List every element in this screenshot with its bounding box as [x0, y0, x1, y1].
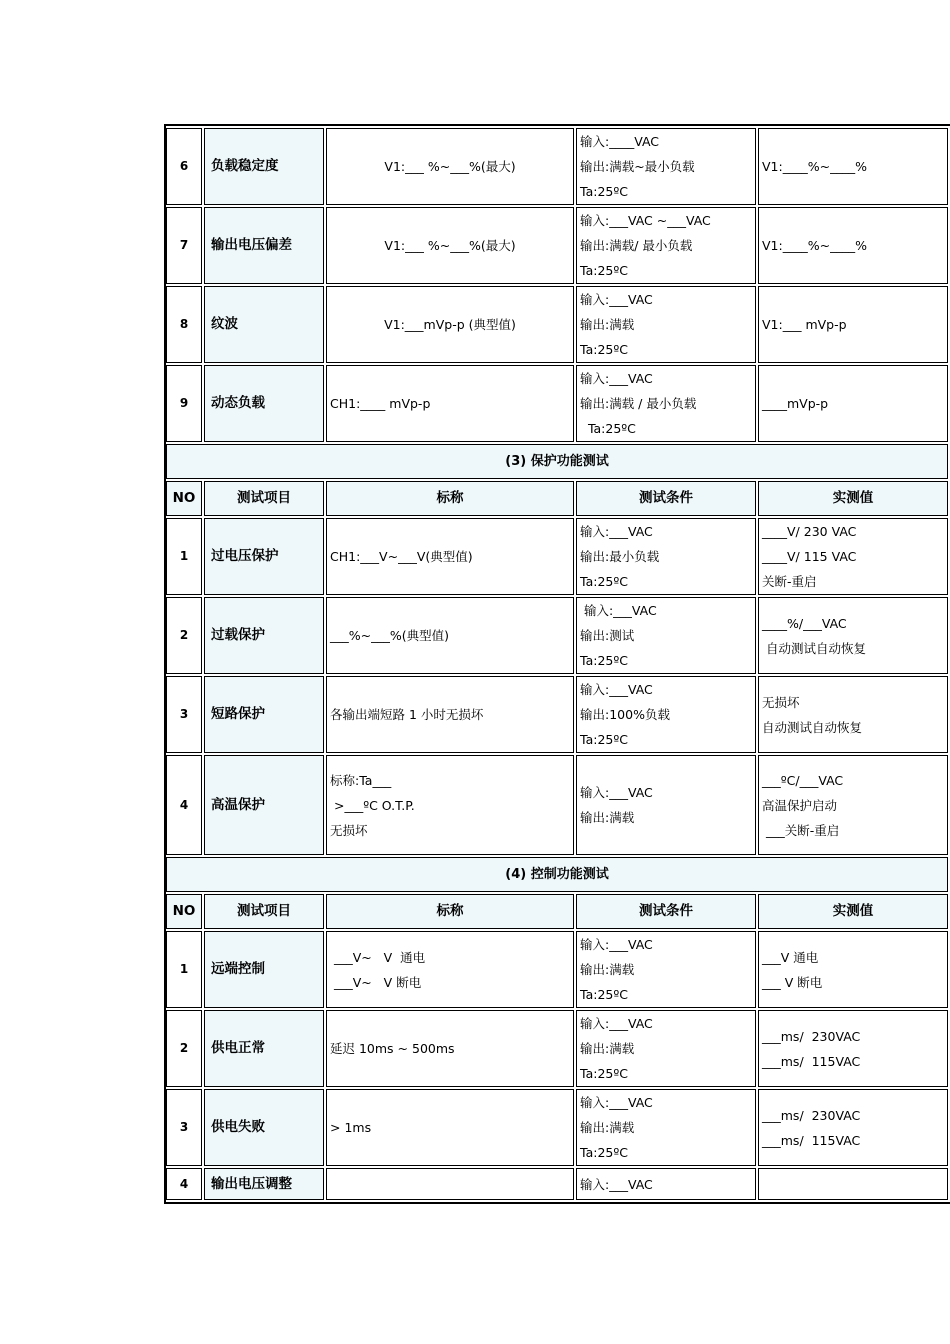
test-conditions — [576, 1089, 756, 1166]
cell-line: 输入:___VAC — [580, 682, 653, 697]
test-conditions — [576, 365, 756, 442]
spec-table — [164, 126, 950, 1202]
cell-line: ___ms/ 115VAC — [762, 1053, 861, 1069]
cell-line: ___%~___%(典型值) — [330, 628, 449, 643]
row-number: 2 — [166, 1010, 202, 1087]
row-number: 1 — [166, 518, 202, 595]
nominal-value — [326, 518, 574, 595]
section-row — [166, 857, 948, 892]
cell-line: V1:___ %~___%(最大) — [384, 238, 516, 253]
table-row — [166, 1010, 948, 1087]
section-title: (3) 保护功能测试 — [166, 444, 948, 479]
cell-line: Ta:25ºC — [580, 1066, 628, 1081]
cell-line: 输入:___VAC — [580, 785, 653, 800]
cell-line: 自动测试自动恢复 — [762, 640, 866, 656]
cell-line: 输出:满载 — [580, 810, 635, 825]
cell-line: 输出:满载 — [580, 962, 635, 977]
measured-value — [758, 207, 948, 284]
test-item: 输出电压偏差 — [204, 207, 324, 284]
cell-line: 输出:测试 — [580, 628, 635, 643]
measured-value — [758, 755, 948, 855]
column-header-nominal: 标称 — [326, 894, 574, 929]
column-header-no: NO — [166, 481, 202, 516]
cell-line: Ta:25ºC — [580, 263, 628, 278]
cell-line: V1:___ %~___%(最大) — [384, 159, 516, 174]
table-row — [166, 207, 948, 284]
cell-line: Ta:25ºC — [580, 574, 628, 589]
measured-value — [758, 676, 948, 753]
column-header-measured: 实测值 — [758, 481, 948, 516]
test-conditions — [576, 518, 756, 595]
test-item: 纹波 — [204, 286, 324, 363]
column-header-no: NO — [166, 894, 202, 929]
cell-line: 输出:最小负载 — [580, 549, 660, 564]
table-row — [166, 755, 948, 855]
cell-line: ___V~ V 通电 — [330, 949, 426, 965]
cell-line: 输入:___VAC — [580, 524, 653, 539]
cell-line: ___ºC/___VAC — [762, 772, 844, 788]
test-conditions — [576, 931, 756, 1008]
test-conditions — [576, 286, 756, 363]
cell-line: ___V~ V 断电 — [330, 974, 422, 990]
row-number: 2 — [166, 597, 202, 674]
section-row — [166, 444, 948, 479]
test-item: 供电正常 — [204, 1010, 324, 1087]
cell-line: 自动测试自动恢复 — [762, 719, 863, 735]
row-number: 8 — [166, 286, 202, 363]
row-number: 1 — [166, 931, 202, 1008]
test-item: 远端控制 — [204, 931, 324, 1008]
cell-line: 输入:___VAC — [580, 937, 653, 952]
table-row — [166, 286, 948, 363]
row-number: 6 — [166, 128, 202, 205]
test-item: 短路保护 — [204, 676, 324, 753]
cell-line: Ta:25ºC — [580, 653, 628, 668]
cell-line: ____mVp-p — [762, 396, 829, 411]
nominal-value — [326, 365, 574, 442]
test-conditions — [576, 597, 756, 674]
test-conditions — [576, 207, 756, 284]
cell-line: CH1:____ mVp-p — [330, 396, 431, 411]
test-item: 过电压保护 — [204, 518, 324, 595]
measured-value — [758, 1168, 948, 1200]
table-row — [166, 365, 948, 442]
row-number: 9 — [166, 365, 202, 442]
cell-line: 无损坏 — [330, 822, 368, 838]
table-row — [166, 931, 948, 1008]
nominal-value — [326, 207, 574, 284]
cell-line: ___ms/ 230VAC — [762, 1107, 861, 1123]
test-conditions — [576, 676, 756, 753]
cell-line: Ta:25ºC — [580, 1145, 628, 1160]
cell-line: 输入:___VAC ~___VAC — [580, 213, 711, 228]
row-number: 3 — [166, 1089, 202, 1166]
test-item: 负载稳定度 — [204, 128, 324, 205]
cell-line: ____V/ 230 VAC — [762, 524, 857, 539]
cell-line: 各输出端短路 1 小时无损坏 — [330, 707, 484, 722]
cell-line: >___ºC O.T.P. — [330, 797, 415, 813]
table-row — [166, 1089, 948, 1166]
row-number: 7 — [166, 207, 202, 284]
cell-line: V1:___mVp-p (典型值) — [384, 317, 516, 332]
cell-line: 无损坏 — [762, 694, 800, 710]
cell-line: ____V/ 115 VAC — [762, 549, 857, 564]
cell-line: ____%/___VAC — [762, 615, 847, 631]
cell-line: Ta:25ºC — [580, 184, 628, 199]
cell-line: 输出:满载/ 最小负载 — [580, 238, 693, 253]
cell-line: 输入:___VAC — [580, 1016, 653, 1031]
row-number: 4 — [166, 755, 202, 855]
cell-line: ___关断-重启 — [762, 822, 840, 838]
test-item: 输出电压调整 — [204, 1168, 324, 1200]
column-header-nominal: 标称 — [326, 481, 574, 516]
table-row — [166, 597, 948, 674]
table-row — [166, 128, 948, 205]
nominal-value — [326, 286, 574, 363]
cell-line: 输入:___VAC — [580, 371, 653, 386]
cell-line: 输出:满载 — [580, 317, 635, 332]
row-number: 4 — [166, 1168, 202, 1200]
test-conditions — [576, 128, 756, 205]
nominal-value — [326, 676, 574, 753]
cell-line: ___ms/ 115VAC — [762, 1132, 861, 1148]
cell-line: 输出:100%负载 — [580, 707, 670, 722]
cell-line: 输出:满载~最小负载 — [580, 159, 695, 174]
test-item: 过载保护 — [204, 597, 324, 674]
column-header-measured: 实测值 — [758, 894, 948, 929]
measured-value — [758, 518, 948, 595]
cell-line: Ta:25ºC — [580, 732, 628, 747]
measured-value — [758, 286, 948, 363]
cell-line: V1:____%~____% — [762, 159, 867, 174]
nominal-value — [326, 1010, 574, 1087]
cell-line: > 1ms — [330, 1120, 372, 1135]
test-conditions — [576, 1010, 756, 1087]
nominal-value — [326, 128, 574, 205]
measured-value — [758, 128, 948, 205]
cell-line: 高温保护启动 — [762, 797, 838, 813]
measured-value — [758, 1089, 948, 1166]
cell-line: ___ms/ 230VAC — [762, 1028, 861, 1044]
cell-line: 延迟 10ms ~ 500ms — [330, 1041, 455, 1056]
cell-line: ___V 通电 — [762, 949, 819, 965]
nominal-value — [326, 931, 574, 1008]
cell-line: CH1:___V~___V(典型值) — [330, 549, 473, 564]
cell-line: V1:___ mVp-p — [762, 317, 847, 332]
test-conditions — [576, 755, 756, 855]
nominal-value — [326, 1168, 574, 1200]
measured-value — [758, 1010, 948, 1087]
test-item: 供电失败 — [204, 1089, 324, 1166]
section-title: (4) 控制功能测试 — [166, 857, 948, 892]
nominal-value — [326, 597, 574, 674]
cell-line: 输入:____VAC — [580, 134, 660, 149]
cell-line: Ta:25ºC — [580, 421, 636, 436]
measured-value — [758, 365, 948, 442]
cell-line: 输入:___VAC — [580, 292, 653, 307]
cell-line: 输出:满载 — [580, 1041, 635, 1056]
cell-line: 输出:满载 — [580, 1120, 635, 1135]
table-row — [166, 1168, 948, 1200]
measured-value — [758, 931, 948, 1008]
table-row — [166, 518, 948, 595]
test-spec-sheet — [164, 124, 950, 1204]
column-header-item: 测试项目 — [204, 894, 324, 929]
row-number: 3 — [166, 676, 202, 753]
cell-line: 关断-重启 — [762, 574, 817, 589]
cell-line: V1:____%~____% — [762, 238, 867, 253]
header-row — [166, 481, 948, 516]
nominal-value — [326, 1089, 574, 1166]
cell-line: 输入:___VAC — [580, 1095, 653, 1110]
nominal-value — [326, 755, 574, 855]
column-header-conditions: 测试条件 — [576, 894, 756, 929]
cell-line: 输出:满载 / 最小负载 — [580, 396, 697, 411]
test-item: 高温保护 — [204, 755, 324, 855]
table-row — [166, 676, 948, 753]
test-item: 动态负载 — [204, 365, 324, 442]
column-header-item: 测试项目 — [204, 481, 324, 516]
column-header-conditions: 测试条件 — [576, 481, 756, 516]
cell-line: 标称:Ta___ — [330, 772, 392, 788]
cell-line: 输入:___VAC — [580, 1176, 653, 1192]
cell-line: ___ V 断电 — [762, 974, 823, 990]
cell-line: Ta:25ºC — [580, 342, 628, 357]
cell-line: Ta:25ºC — [580, 987, 628, 1002]
test-conditions — [576, 1168, 756, 1200]
measured-value — [758, 597, 948, 674]
cell-line: 输入:___VAC — [580, 603, 657, 618]
header-row — [166, 894, 948, 929]
